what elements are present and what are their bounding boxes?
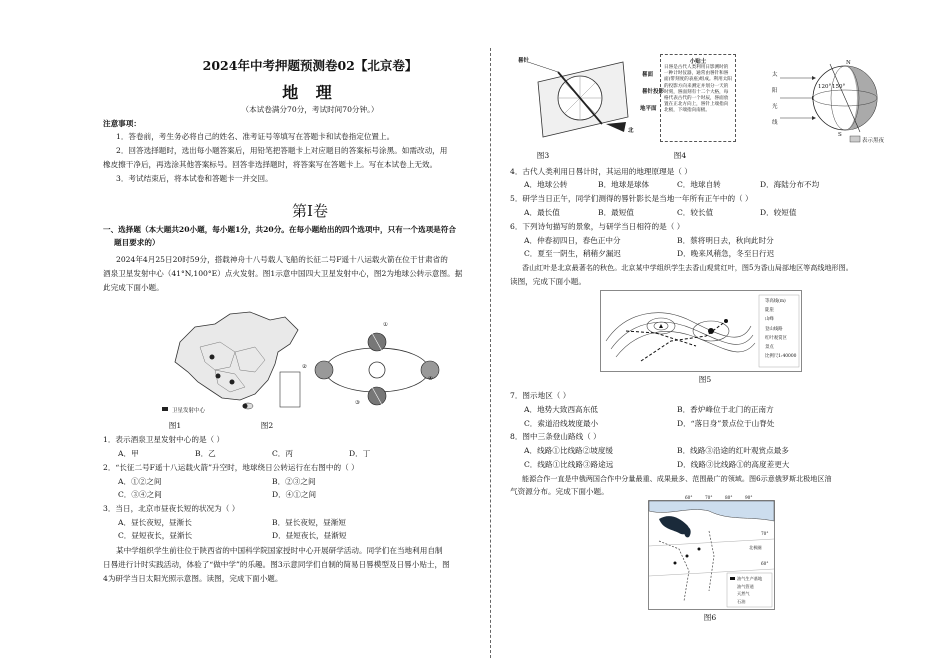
fig4-sun-char-1: 太 [772, 72, 778, 78]
figure-3-caption: 图3 [536, 151, 550, 160]
fig5-legend-item: 等高线(m) [765, 299, 786, 304]
question-4-option-a[interactable]: A．地球公转 [524, 180, 568, 189]
figure-1-china-map [160, 302, 310, 417]
subject-title: 地 理 [282, 83, 338, 102]
instruction-1: 1．答卷前，考生务必将自己的姓名、准考证号等填写在答题卡和试卷指定位置上。 [116, 132, 395, 141]
orbit-label-1: ① [383, 322, 388, 328]
question-7-option-d[interactable]: D．“落日身”景点位于山脊处 [677, 419, 775, 428]
question-1-option-d[interactable]: D．丁 [349, 449, 371, 458]
question-8-option-d[interactable]: D．线路③比线路①的高度差更大 [677, 460, 790, 469]
fig3-shadow-label: 晷针投影 [642, 89, 665, 95]
figure-1-caption: 图1 [168, 421, 182, 430]
fig3-tip-box [660, 54, 736, 142]
question-2-option-b[interactable]: B．②③之间 [272, 477, 316, 486]
question-1-option-a[interactable]: A．甲 [118, 449, 139, 458]
launch-site-marker [210, 355, 215, 360]
question-7-option-c[interactable]: C．索道沿线坡度最小 [524, 419, 599, 428]
fig3-ground-label: 地平面 [640, 106, 657, 112]
question-8-option-b[interactable]: B．线路③沿途的红叶观赏点最多 [677, 446, 789, 455]
instruction-2: 2．回答选择题时，选出每小题答案后，用铅笔把答题卡上对应题目的答案标号涂黑。如需改动，用 [116, 146, 448, 155]
figure-2-orbit-diagram [312, 330, 442, 410]
question-7-option-a[interactable]: A．地势大致西高东低 [524, 405, 598, 414]
fig6-lat-label: 70° [761, 531, 769, 536]
question-3-option-d[interactable]: D．昼短夜长，昼渐短 [272, 531, 347, 540]
part-heading-cont: 题目要求的） [114, 238, 160, 247]
passage-4-line-2: 气资源分布。完成下面小题。 [510, 487, 609, 496]
launch-site-marker [216, 374, 221, 379]
question-5-option-d[interactable]: D．较短值 [760, 208, 797, 217]
question-7-stem: 7．图示地区（ ） [510, 391, 571, 400]
figure-4-caption: 图4 [673, 151, 687, 160]
tip-text: 日晷是古代人类利用日影测时的一种计时仪器，通常由晷针和晷面(带刻度的表座)组成。利用太阳的投影方向来测定并划分一天的时刻，晷面刻有十二个大格，每格代表古代的一个时辰，晷面放置在正北方向上，晷针上端指向北极，下端指向南极。 [664, 65, 732, 114]
fig5-legend-item: 山峰 [765, 317, 774, 323]
fig5-legend-item: 登山线路 [765, 326, 783, 332]
intro-line-1: 2024年4月25日20时59分，搭载神舟十八号载人飞船的长征二号F遥十八运载火箭在位于甘肃省的 [116, 255, 448, 264]
part-heading: 一、选择题（本大题共20小题，每小题1分，共20分。在每小题给出的四个选项中，只有一个选项是符合 [103, 225, 456, 234]
question-6-option-d[interactable]: D．晚来风稍急，冬至日行迟 [677, 249, 775, 258]
fig6-lon-label: 70° [705, 495, 713, 500]
passage-3-line-1: 香山红叶是北京最著名的秋色。北京某中学组织学生去香山观赏红叶，图5为香山局部地区等高线地形图。 [522, 263, 853, 272]
fig3-north-label: 北 [628, 128, 634, 134]
question-5-stem: 5．研学当日正午，同学们测得的晷针影长是当地一年所有正午中的（ ） [510, 194, 753, 203]
fig5-legend-item: 景点 [765, 345, 774, 351]
question-8-stem: 8．图中三条登山路线（ ） [510, 432, 601, 441]
question-6-option-b[interactable]: B．蔡将明日去，秋向此时分 [677, 236, 774, 245]
figure-5-caption: 图5 [698, 375, 712, 384]
fig6-legend-item: 天然气 [737, 591, 750, 597]
intro-line-2: 酒泉卫星发射中心（41°N,100°E）点火发射。图1示意中国四大卫星发射中心，图2为地球公转示意图。据 [103, 269, 463, 278]
question-1-option-b[interactable]: B．乙 [195, 449, 216, 458]
question-7-option-b[interactable]: B．香炉峰位于北门的正南方 [677, 405, 774, 414]
question-4-option-d[interactable]: D．海陆分布不均 [760, 180, 820, 189]
question-3-option-b[interactable]: B．昼长夜短，昼渐短 [272, 518, 346, 527]
fig5-legend-item: 红叶观赏区 [765, 335, 787, 341]
exam-title: 2024年中考押题预测卷02【北京卷】 [202, 58, 418, 73]
fig5-legend-item: 比例尺1:40000 [765, 354, 797, 360]
question-2-stem: 2．“长征二号F遥十八运载火箭”升空时，地球绕日公转运行在右图中的（ ） [103, 463, 359, 472]
question-8-option-c[interactable]: C．线路①比线路③路途远 [524, 460, 614, 469]
intro-line-3: 此完成下面小题。 [103, 283, 164, 292]
question-6-option-a[interactable]: A．仲春初四日，春色正中分 [524, 236, 621, 245]
fig4-south: S [838, 132, 842, 138]
launch-site-marker [230, 380, 235, 385]
question-5-option-a[interactable]: A．最长值 [524, 208, 560, 217]
question-5-option-b[interactable]: B．最短值 [598, 208, 634, 217]
figure-5-contour-map [600, 290, 802, 372]
fig3-gnomon-label: 晷针 [518, 58, 530, 64]
fig6-legend-item: 油气生产基地 [737, 576, 763, 581]
fig4-sun-char-4: 线 [772, 120, 778, 126]
fig6-legend-item: 石油 [737, 598, 746, 604]
passage-3-line-2: 读图，完成下面小题。 [510, 277, 586, 286]
passage-4-line-1: 能源合作一直是中俄两国合作中分量最重、成果最多、范围最广的领域。图6示意俄罗斯北极地区油 [522, 474, 832, 483]
exam-note: （本试卷满分70分，考试时间70分钟。） [241, 105, 379, 114]
question-3-stem: 3．当日，北京市昼夜长短的状况为（ ） [103, 504, 240, 513]
question-3-option-c[interactable]: C．昼短夜长，昼渐长 [118, 531, 193, 540]
fig6-lon-label: 90° [745, 495, 753, 500]
orbit-label-2: ② [302, 364, 307, 370]
fig6-place-label: 北极圈 [749, 545, 762, 550]
question-1-stem: 1．表示酒泉卫星发射中心的是（ ） [103, 435, 225, 444]
figure-6-arctic-map [648, 495, 775, 610]
question-3-option-a[interactable]: A．昼长夜短，昼渐长 [118, 518, 192, 527]
instructions-heading: 注意事项： [103, 119, 141, 128]
fig4-lon-1: 120° [818, 84, 832, 90]
fig4-legend: 表示黑夜 [862, 138, 885, 144]
passage-2-line-3: 4为研学当日太阳光照示意图。读图，完成下面小题。 [103, 574, 283, 583]
orbit-label-3: ③ [355, 400, 360, 406]
question-6-option-c[interactable]: C．夏至一阴生，稍稍夕漏迟 [524, 249, 621, 258]
instruction-2-cont: 橡皮擦干净后，再选涂其他答案标号。回答非选择题时，将答案写在答题卡上。写在本试卷上无效。 [103, 160, 438, 169]
question-2-option-c[interactable]: C．③④之间 [118, 490, 162, 499]
figure-6-caption: 图6 [703, 613, 717, 622]
fig5-legend-item: 陡崖 [765, 308, 774, 314]
question-1-option-c[interactable]: C．丙 [272, 449, 293, 458]
orbit-label-4: ④ [428, 376, 433, 382]
figure-4-sunlight-diagram [770, 56, 880, 146]
figure-3-sundial [518, 52, 643, 144]
question-4-option-c[interactable]: C．地球自转 [677, 180, 721, 189]
column-divider [490, 48, 491, 658]
question-2-option-d[interactable]: D．④①之间 [272, 490, 317, 499]
tip-title: 小贴士 [689, 59, 707, 65]
launch-site-marker [243, 404, 248, 409]
fig4-north: N [846, 60, 851, 66]
question-4-option-b[interactable]: B．地球是球体 [598, 180, 650, 189]
passage-2-line-1: 某中学组织学生前往位于陕西省的中国科学院国家授时中心开展研学活动。同学们在当地利用自制 [116, 546, 443, 555]
question-4-stem: 4．古代人类利用日晷计时，其运用的地理原理是（ ） [510, 167, 692, 176]
figure-2-caption: 图2 [260, 421, 274, 430]
fig1-legend: 卫星发射中心 [172, 408, 206, 414]
instruction-3: 3．考试结束后，将本试卷和答题卡一并交回。 [116, 174, 273, 183]
fig6-lon-label: 80° [725, 495, 733, 500]
fig6-lat-label: 60° [761, 561, 769, 566]
question-5-option-c[interactable]: C．较长值 [677, 208, 714, 217]
question-2-option-a[interactable]: A．①②之间 [118, 477, 162, 486]
fig4-lon-2: 150° [832, 84, 846, 90]
fig4-sun-char-2: 阳 [772, 88, 778, 94]
question-8-option-a[interactable]: A．线路①比线路②坡度缓 [524, 446, 614, 455]
question-6-stem: 6．下列诗句描写的景象，与研学当日相符的是（ ） [510, 222, 685, 231]
passage-2-line-2: 日晷进行计时实践活动，体验了“做中学”的乐趣。图3示意同学们自制的简易日晷模型及日晷小贴士，图 [103, 560, 450, 569]
fig6-legend-item: 油气管道 [737, 583, 754, 589]
fig3-face-label: 晷面 [642, 72, 654, 78]
fig6-lon-label: 60° [685, 495, 693, 500]
section-title: 第Ⅰ卷 [292, 202, 328, 220]
fig4-sun-char-3: 光 [772, 104, 778, 110]
